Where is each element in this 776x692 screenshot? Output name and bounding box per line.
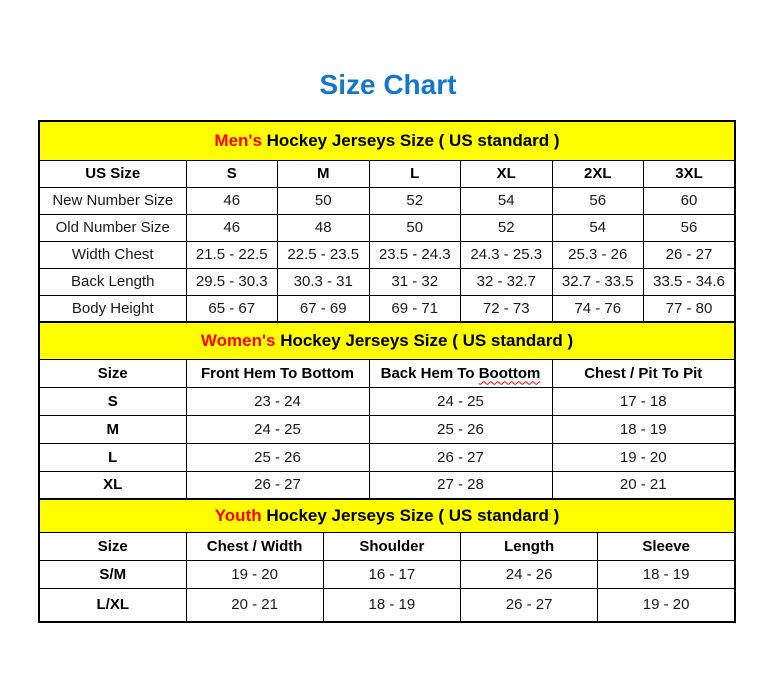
mens-section-header	[39, 121, 735, 160]
size-value: 18 - 19	[323, 588, 460, 622]
table-row	[39, 387, 735, 415]
column-header-xl: XL	[461, 160, 553, 187]
mens-section-header-row	[39, 121, 735, 160]
size-value: 22.5 - 23.5	[278, 241, 370, 268]
row-label: Body Height	[39, 295, 186, 322]
size-value: 50	[278, 187, 370, 214]
column-header-size: Size	[39, 532, 186, 560]
size-value: 26 - 27	[186, 471, 369, 499]
column-header-s: S	[186, 160, 278, 187]
mens-header-row	[39, 160, 735, 187]
column-header-back-hem	[369, 359, 552, 387]
column-header-chest: Chest / Pit To Pit	[552, 359, 735, 387]
size-value: 17 - 18	[552, 387, 735, 415]
section-title-text: Hockey Jerseys Size ( US standard )	[261, 505, 560, 525]
size-value: 77 - 80	[644, 295, 736, 322]
youth-section-header	[39, 499, 735, 532]
size-value: 20 - 21	[186, 588, 323, 622]
table-row	[39, 241, 735, 268]
size-value: 32.7 - 33.5	[552, 268, 644, 295]
row-label: M	[39, 415, 186, 443]
size-value: 52	[461, 214, 553, 241]
section-title-text: Hockey Jerseys Size ( US standard )	[275, 330, 574, 350]
size-value: 32 - 32.7	[461, 268, 553, 295]
table-row	[39, 268, 735, 295]
table-row	[39, 471, 735, 499]
row-label: L	[39, 443, 186, 471]
size-value: 24.3 - 25.3	[461, 241, 553, 268]
size-value: 19 - 20	[186, 560, 323, 588]
size-value: 21.5 - 22.5	[186, 241, 278, 268]
size-value: 18 - 19	[552, 415, 735, 443]
row-label: S/M	[39, 560, 186, 588]
mens-size-table	[38, 120, 736, 323]
size-value: 60	[644, 187, 736, 214]
size-value: 48	[278, 214, 370, 241]
size-value: 25.3 - 26	[552, 241, 644, 268]
page-title: Size Chart	[319, 69, 457, 100]
size-value: 18 - 19	[598, 560, 735, 588]
column-header-3xl: 3XL	[644, 160, 736, 187]
table-row	[39, 415, 735, 443]
size-value: 54	[461, 187, 553, 214]
size-value: 46	[186, 187, 278, 214]
column-header-front-hem: Front Hem To Bottom	[186, 359, 369, 387]
size-value: 24 - 25	[369, 387, 552, 415]
youth-header-row	[39, 532, 735, 560]
back-hem-prefix: Back Hem To	[380, 364, 479, 382]
size-value: 69 - 71	[369, 295, 461, 322]
size-value: 52	[369, 187, 461, 214]
column-header-chest-width: Chest / Width	[186, 532, 323, 560]
size-value: 25 - 26	[369, 415, 552, 443]
row-label: Back Length	[39, 268, 186, 295]
size-value: 26 - 27	[644, 241, 736, 268]
womens-header-row	[39, 359, 735, 387]
column-header-m: M	[278, 160, 370, 187]
table-row	[39, 214, 735, 241]
size-value: 27 - 28	[369, 471, 552, 499]
size-value: 24 - 26	[461, 560, 598, 588]
section-highlight-mens: Men's	[214, 130, 262, 150]
column-header-size: Size	[39, 359, 186, 387]
size-value: 26 - 27	[369, 443, 552, 471]
size-value: 33.5 - 34.6	[644, 268, 736, 295]
row-label: L/XL	[39, 588, 186, 622]
size-value: 50	[369, 214, 461, 241]
size-value: 74 - 76	[552, 295, 644, 322]
column-header-length: Length	[461, 532, 598, 560]
row-label: Old Number Size	[39, 214, 186, 241]
misspelled-word: Boottom	[478, 364, 541, 382]
table-row	[39, 295, 735, 322]
table-row	[39, 560, 735, 588]
table-row	[39, 187, 735, 214]
row-label: S	[39, 387, 186, 415]
size-value: 65 - 67	[186, 295, 278, 322]
column-header-us-size: US Size	[39, 160, 186, 187]
size-value: 25 - 26	[186, 443, 369, 471]
size-value: 19 - 20	[552, 443, 735, 471]
size-value: 72 - 73	[461, 295, 553, 322]
size-value: 19 - 20	[598, 588, 735, 622]
youth-section-header-row	[39, 499, 735, 532]
size-value: 23.5 - 24.3	[369, 241, 461, 268]
column-header-l: L	[369, 160, 461, 187]
section-title-text: Hockey Jerseys Size ( US standard )	[261, 130, 560, 150]
column-header-sleeve: Sleeve	[598, 532, 735, 560]
size-value: 23 - 24	[186, 387, 369, 415]
row-label: XL	[39, 471, 186, 499]
size-value: 24 - 25	[186, 415, 369, 443]
womens-section-header	[39, 322, 735, 359]
row-label: New Number Size	[39, 187, 186, 214]
size-value: 54	[552, 214, 644, 241]
size-value: 56	[552, 187, 644, 214]
youth-size-table	[38, 498, 736, 623]
size-value: 16 - 17	[323, 560, 460, 588]
size-value: 31 - 32	[369, 268, 461, 295]
size-value: 29.5 - 30.3	[186, 268, 278, 295]
womens-section-header-row	[39, 322, 735, 359]
section-highlight-youth: Youth	[214, 505, 262, 525]
column-header-shoulder: Shoulder	[323, 532, 460, 560]
table-row	[39, 588, 735, 622]
table-row	[39, 443, 735, 471]
section-highlight-womens: Women's	[200, 330, 276, 350]
size-value: 67 - 69	[278, 295, 370, 322]
size-value: 56	[644, 214, 736, 241]
row-label: Width Chest	[39, 241, 186, 268]
size-value: 30.3 - 31	[278, 268, 370, 295]
column-header-2xl: 2XL	[552, 160, 644, 187]
size-value: 46	[186, 214, 278, 241]
size-value: 26 - 27	[461, 588, 598, 622]
womens-size-table	[38, 321, 736, 500]
size-value: 20 - 21	[552, 471, 735, 499]
